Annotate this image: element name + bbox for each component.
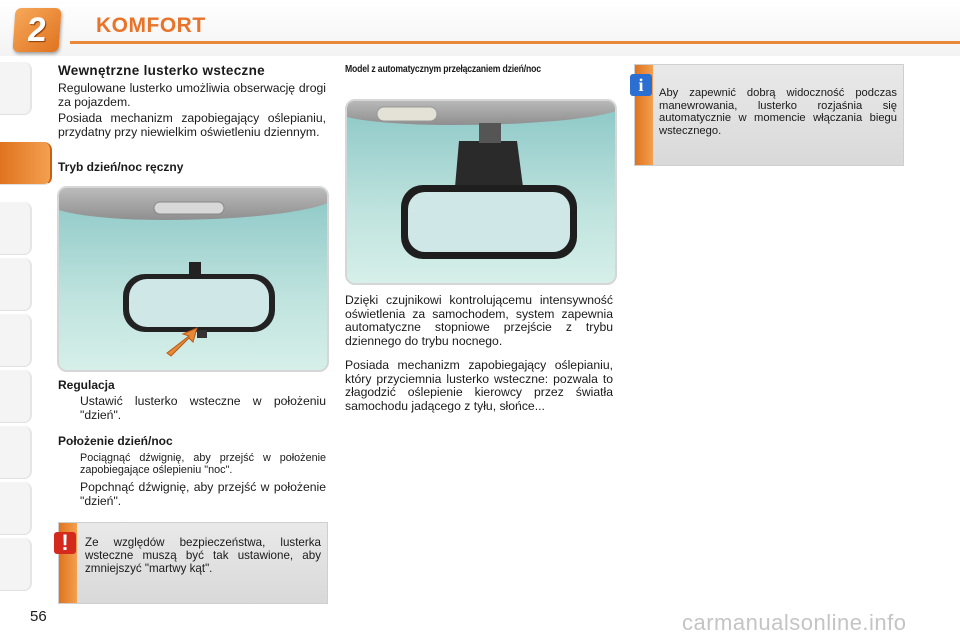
chapter-tab-3[interactable] — [0, 202, 32, 255]
chapter-tab-1[interactable] — [0, 62, 32, 115]
chapter-badge — [12, 8, 61, 52]
chapter-tab-8[interactable] — [0, 482, 32, 535]
chapter-tab-2-active[interactable] — [0, 142, 52, 185]
automatic-paragraph-2: Posiada mechanizm zapobiegający oślepianiu, który przyciemnia lusterko wsteczne: pozwala to złagodzić oślepienie kierowcy przez światła samochodu jadącego z tyłu, słońce... — [345, 358, 613, 413]
automatic-model-caption: Model z automatycznym przełączaniem dzień/noc — [345, 64, 541, 75]
intro-paragraph-2: Posiada mechanizm zapobiegający oślepianiu, przydatny przy niewielkim oświetleniu dziennym. — [58, 111, 326, 139]
warning-icon: ! — [54, 532, 76, 554]
chapter-tab-6[interactable] — [0, 370, 32, 423]
chapter-tab-4[interactable] — [0, 258, 32, 311]
chapter-tab-7[interactable] — [0, 426, 32, 479]
manual-mirror-illustration — [57, 186, 329, 372]
chapter-number: 2 — [26, 11, 48, 49]
info-icon: i — [630, 74, 652, 96]
intro-paragraph-1: Regulowane lusterko umożliwia obserwację drogi za pojazdem. — [58, 81, 326, 109]
info-text: Aby zapewnić dobrą widoczność podczas manewrowania, lusterko rozjaśnia się automatycznie w momencie włączania biegu wstecznego. — [659, 87, 897, 137]
header-rule — [70, 41, 960, 44]
chapter-title: KOMFORT — [96, 14, 206, 37]
adjust-heading: Regulacja — [58, 378, 115, 392]
watermark: carmanualsonline.info — [682, 610, 907, 635]
page-number: 56 — [30, 608, 47, 625]
warning-text: Ze względów bezpieczeństwa, lusterka wsteczne muszą być tak ustawione, aby zmniejszyć "martwy kąt". — [85, 536, 321, 575]
daynight-instruction-1: Pociągnąć dźwignię, aby przejść w położenie zapobiegające oślepieniu "noc". — [80, 452, 326, 477]
automatic-mirror-illustration — [345, 99, 617, 285]
daynight-heading: Położenie dzień/noc — [58, 434, 173, 448]
warning-note — [58, 522, 328, 604]
manual-mode-heading: Tryb dzień/noc ręczny — [58, 160, 184, 174]
info-note — [634, 64, 904, 166]
automatic-paragraph-1: Dzięki czujnikowi kontrolującemu intensywność oświetlenia za samochodem, system zapewnia automatyczne stopniowe przejście z trybu dziennego do trybu nocnego. — [345, 293, 613, 348]
chapter-tab-9[interactable] — [0, 538, 32, 591]
daynight-instruction-2: Popchnąć dźwignię, aby przejść w położenie "dzień". — [80, 480, 326, 508]
chapter-tabs — [0, 62, 34, 582]
chapter-tab-5[interactable] — [0, 314, 32, 367]
adjust-instruction: Ustawić lusterko wsteczne w położeniu "dzień". — [80, 394, 326, 422]
section-heading: Wewnętrzne lusterko wsteczne — [58, 63, 265, 78]
